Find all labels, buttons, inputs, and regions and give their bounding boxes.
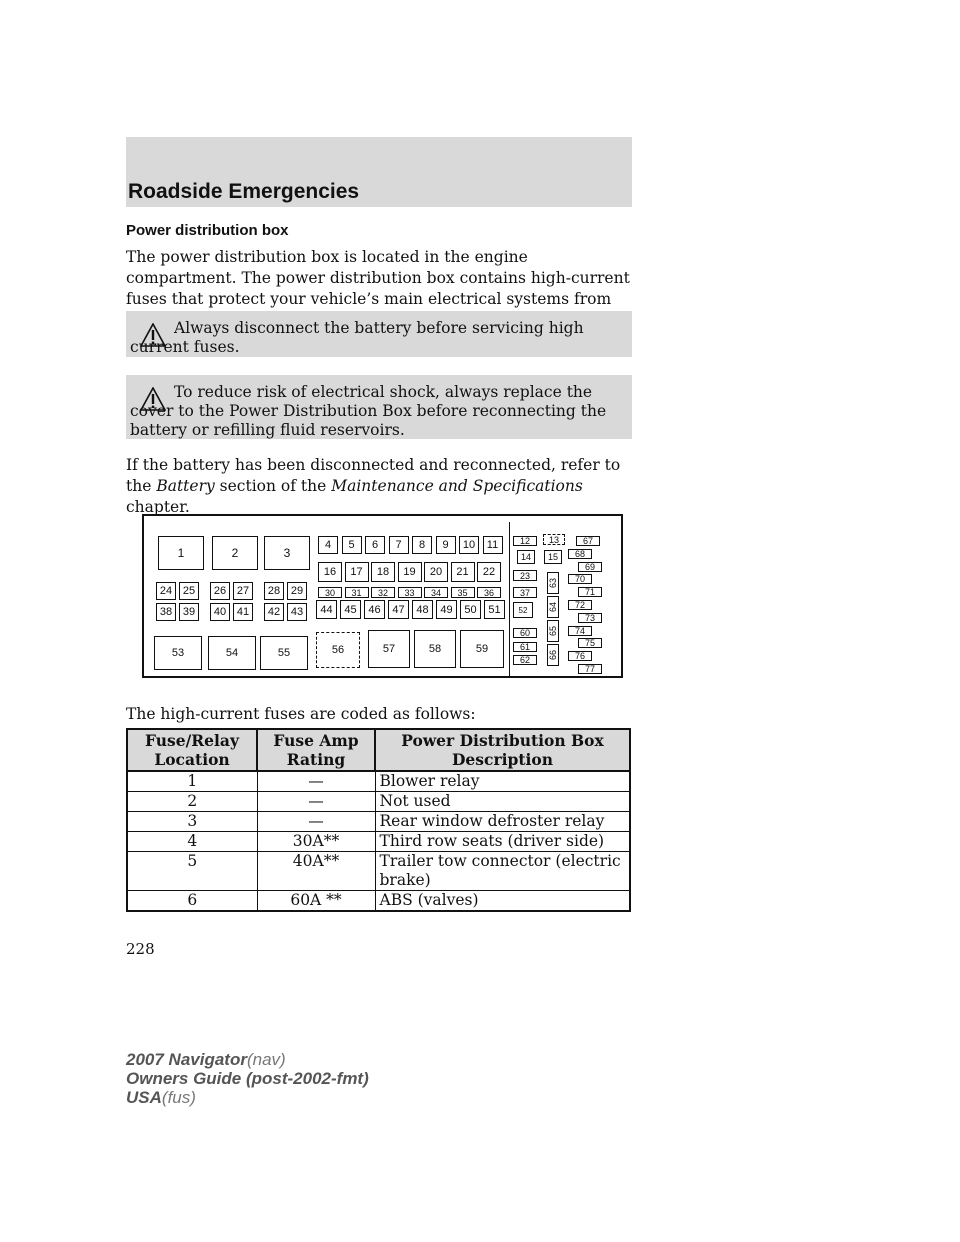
fuse-slot-label: 63 bbox=[548, 577, 559, 589]
fuse-slot bbox=[513, 536, 537, 546]
fuse-slot-label: 15 bbox=[547, 552, 558, 562]
fuse-slot-label: 55 bbox=[277, 647, 291, 659]
fuse-slot-label: 59 bbox=[475, 643, 489, 655]
fuse-slot bbox=[156, 603, 176, 621]
fuse-slot bbox=[517, 550, 535, 564]
footer-market: USA bbox=[126, 1088, 162, 1107]
fuse-slot-label: 77 bbox=[584, 664, 595, 674]
footer bbox=[126, 1050, 369, 1107]
fuse-slot bbox=[368, 630, 410, 668]
fuse-slot bbox=[158, 536, 204, 570]
fuse-slot bbox=[513, 628, 537, 638]
fuse-slot bbox=[477, 562, 501, 582]
fuse-slot-label: 16 bbox=[323, 566, 337, 578]
warning-text-shock: To reduce risk of electrical shock, always replace the cover to the Power Distribution Box before reconnecting the battery or refilling fluid reservoirs. bbox=[130, 383, 607, 439]
fuse-slot bbox=[287, 603, 307, 621]
fuse-slot-label: 54 bbox=[225, 647, 239, 659]
fuse-slot bbox=[156, 582, 176, 600]
fuse-slot-label: 25 bbox=[182, 585, 196, 597]
battery-note-pre: If the battery has been disconnected and reconnected, refer to the bbox=[126, 456, 621, 495]
fuse-slot-label: 56 bbox=[331, 644, 345, 656]
fuse-slot-label: 11 bbox=[486, 539, 499, 551]
fuse-slot-label: 76 bbox=[574, 651, 585, 662]
intro-paragraph: The power distribution box is located in the engine compartment. The power distribution box contains high-current fuses that protect your vehicle’s main electrical systems from bbox=[126, 248, 630, 308]
fuse-slot bbox=[436, 536, 456, 554]
cell-location: 1 bbox=[127, 771, 257, 792]
cell-rating: 60A ** bbox=[257, 891, 375, 912]
fuse-slot-label: 62 bbox=[519, 655, 530, 665]
fuse-slot bbox=[578, 613, 602, 623]
fuse-slot-label: 68 bbox=[574, 548, 585, 559]
footer-model: 2007 Navigator bbox=[126, 1050, 247, 1069]
battery-note-post: chapter. bbox=[126, 498, 190, 516]
fuse-slot bbox=[179, 582, 199, 600]
battery-note-mid: section of the bbox=[214, 477, 332, 495]
fuse-slot-label: 28 bbox=[267, 585, 281, 597]
footer-guide: Owners Guide (post-2002-fmt) bbox=[126, 1069, 369, 1088]
fuse-slot bbox=[424, 562, 448, 582]
fuse-slot-label: 30 bbox=[324, 587, 335, 598]
fuse-slot bbox=[513, 570, 537, 581]
cell-location: 5 bbox=[127, 852, 257, 891]
fuse-slot bbox=[398, 562, 422, 582]
fuse-slot-label: 40 bbox=[213, 606, 227, 618]
fuse-slot bbox=[264, 536, 310, 570]
fuse-slot bbox=[459, 536, 479, 554]
cell-location: 6 bbox=[127, 891, 257, 912]
fuse-slot bbox=[154, 636, 202, 670]
warning-text-battery: Always disconnect the battery before servicing high current fuses. bbox=[130, 319, 584, 356]
fuse-slot bbox=[398, 587, 422, 598]
fuse-slot bbox=[212, 536, 258, 570]
fuse-slot bbox=[578, 664, 602, 674]
fuse-slot bbox=[179, 603, 199, 621]
fuse-slot-label: 29 bbox=[290, 585, 304, 597]
fuse-slot bbox=[208, 636, 256, 670]
fuse-slot-label: 6 bbox=[371, 539, 379, 551]
fuse-slot-label: 46 bbox=[368, 603, 381, 616]
table-row bbox=[127, 891, 630, 912]
fuse-slot bbox=[345, 562, 369, 582]
cell-location: 2 bbox=[127, 792, 257, 812]
fuse-slot bbox=[364, 600, 385, 619]
fuse-slot bbox=[460, 600, 481, 619]
fuse-slot bbox=[568, 549, 592, 559]
fuse-slot-label: 26 bbox=[213, 585, 227, 597]
fuse-slot bbox=[451, 587, 475, 598]
fuse-slot-label: 66 bbox=[548, 649, 559, 661]
fuse-slot bbox=[264, 582, 284, 600]
fuse-slot bbox=[388, 600, 409, 619]
warning-box-battery bbox=[126, 311, 632, 357]
warning-box-shock bbox=[126, 375, 632, 439]
cell-description: Trailer tow connector (electric brake) bbox=[375, 852, 630, 891]
fuse-box-diagram bbox=[142, 514, 623, 678]
fuse-slot-label: 60 bbox=[519, 628, 530, 638]
fuse-slot bbox=[260, 636, 308, 670]
fuse-slot bbox=[477, 587, 501, 598]
fuse-slot-label: 48 bbox=[416, 603, 429, 616]
fuse-slot-label: 33 bbox=[404, 587, 415, 598]
fuse-slot-label: 7 bbox=[395, 539, 402, 551]
fuse-slot bbox=[513, 602, 533, 618]
cell-rating: 40A** bbox=[257, 852, 375, 891]
table-header-row bbox=[127, 729, 630, 771]
fuse-slot-label: 21 bbox=[456, 566, 469, 578]
fuse-slot bbox=[233, 582, 253, 600]
table-row bbox=[127, 812, 630, 832]
cell-rating: — bbox=[257, 812, 375, 832]
cell-description: Rear window defroster relay bbox=[375, 812, 630, 832]
fuse-slot bbox=[578, 638, 602, 648]
cell-rating: 30A** bbox=[257, 832, 375, 852]
fuse-slot bbox=[318, 562, 342, 582]
fuse-slot bbox=[318, 536, 338, 554]
fuse-slot bbox=[578, 562, 602, 572]
fuse-slot bbox=[513, 655, 537, 665]
fuse-slot-label: 43 bbox=[290, 606, 304, 618]
fuse-slot bbox=[576, 536, 600, 546]
fuse-slot-label: 39 bbox=[182, 606, 196, 618]
fuse-slot bbox=[451, 562, 475, 582]
fuse-slot bbox=[460, 630, 504, 668]
fuse-slot-label: 4 bbox=[324, 539, 332, 551]
fuse-slot-label: 53 bbox=[171, 647, 185, 659]
fuse-slot bbox=[371, 587, 395, 598]
diagram-divider bbox=[509, 522, 510, 676]
cell-rating: — bbox=[257, 792, 375, 812]
fuse-slot-label: 69 bbox=[584, 561, 595, 572]
fuse-slot-label: 57 bbox=[382, 643, 396, 655]
fuse-slot bbox=[568, 600, 592, 610]
fuse-slot bbox=[436, 600, 457, 619]
fuse-slot-label: 36 bbox=[483, 587, 494, 598]
cell-description: Not used bbox=[375, 792, 630, 812]
fuse-slot bbox=[547, 644, 559, 666]
fuse-slot-label: 34 bbox=[430, 587, 441, 598]
fuse-slot bbox=[264, 603, 284, 621]
fuse-slot-label: 1 bbox=[177, 546, 185, 560]
fuse-slot bbox=[389, 536, 409, 554]
cell-location: 3 bbox=[127, 812, 257, 832]
fuse-slot-label: 71 bbox=[584, 587, 595, 598]
fuse-slot bbox=[424, 587, 448, 598]
cell-description: ABS (valves) bbox=[375, 891, 630, 912]
table-row bbox=[127, 852, 630, 891]
fuse-slot-label: 24 bbox=[159, 585, 173, 597]
section-title: Power distribution box bbox=[126, 222, 289, 239]
fuse-slot-label: 31 bbox=[351, 587, 362, 598]
fuse-slot bbox=[316, 600, 337, 619]
cell-description: Blower relay bbox=[375, 771, 630, 792]
fuse-slot-label: 41 bbox=[236, 606, 250, 618]
footer-market-code: (fus) bbox=[161, 1088, 196, 1107]
table-row bbox=[127, 792, 630, 812]
cell-rating: — bbox=[257, 771, 375, 792]
fuse-slot bbox=[547, 620, 559, 642]
fuse-slot-label: 58 bbox=[428, 643, 442, 655]
fuse-slot bbox=[483, 536, 503, 554]
battery-note bbox=[126, 455, 634, 518]
fuse-slot bbox=[414, 630, 456, 668]
fuse-slot bbox=[543, 534, 565, 545]
fuse-slot bbox=[316, 632, 360, 668]
fuse-slot bbox=[318, 587, 342, 598]
table-row bbox=[127, 771, 630, 792]
fuse-slot bbox=[544, 550, 562, 564]
fuse-slot-label: 19 bbox=[403, 566, 416, 578]
fuse-slot-label: 49 bbox=[440, 603, 453, 616]
col-header-description: Power Distribution Box Description bbox=[375, 729, 630, 771]
col-header-location: Fuse/Relay Location bbox=[127, 729, 257, 771]
footer-model-code: (nav) bbox=[246, 1050, 286, 1069]
fuse-slot-label: 72 bbox=[574, 600, 585, 610]
fuse-slot-label: 51 bbox=[488, 603, 501, 616]
fuse-slot bbox=[568, 651, 592, 661]
fuse-slot-label: 20 bbox=[429, 566, 443, 578]
fuse-slot-label: 44 bbox=[320, 603, 333, 616]
fuse-slot bbox=[568, 574, 592, 584]
fuse-slot-label: 65 bbox=[548, 625, 559, 637]
table-row bbox=[127, 832, 630, 852]
cell-description: Third row seats (driver side) bbox=[375, 832, 630, 852]
fuse-slot-label: 5 bbox=[348, 539, 355, 551]
fuse-slot-label: 74 bbox=[574, 625, 585, 636]
fuse-slot bbox=[371, 562, 395, 582]
fuse-slot-label: 10 bbox=[462, 539, 476, 551]
fuse-slot-label: 3 bbox=[283, 546, 291, 560]
fuse-slot bbox=[513, 587, 537, 598]
fuse-slot-label: 37 bbox=[519, 587, 530, 598]
fuse-slot-label: 17 bbox=[350, 566, 363, 578]
fuse-slot bbox=[578, 587, 602, 597]
fuse-slot-label: 2 bbox=[231, 546, 239, 560]
fuse-slot-label: 23 bbox=[519, 570, 530, 581]
fuse-slot bbox=[412, 536, 432, 554]
fuse-slot-label: 12 bbox=[519, 536, 530, 546]
fuse-slot bbox=[210, 603, 230, 621]
fuse-slot-label: 27 bbox=[236, 585, 250, 597]
fuse-slot-label: 38 bbox=[159, 606, 173, 618]
fuse-slot bbox=[484, 600, 505, 619]
fuse-slot-label: 9 bbox=[442, 539, 449, 551]
fuse-slot-label: 52 bbox=[518, 605, 528, 615]
col-header-rating: Fuse Amp Rating bbox=[257, 729, 375, 771]
fuse-slot-label: 61 bbox=[519, 642, 530, 652]
table-intro: The high-current fuses are coded as follows: bbox=[126, 705, 476, 723]
cell-location: 4 bbox=[127, 832, 257, 852]
fuse-slot-label: 32 bbox=[377, 587, 388, 598]
fuse-slot bbox=[547, 596, 559, 618]
fuse-slot-label: 45 bbox=[344, 603, 357, 616]
fuse-slot-label: 14 bbox=[520, 552, 531, 562]
fuse-slot bbox=[345, 587, 369, 598]
fuse-slot-label: 35 bbox=[457, 587, 468, 598]
fuse-slot bbox=[412, 600, 433, 619]
fuse-slot-label: 8 bbox=[418, 539, 426, 551]
page-header-title: Roadside Emergencies bbox=[128, 180, 360, 203]
fuse-slot bbox=[340, 600, 361, 619]
fuse-slot bbox=[513, 642, 537, 652]
fuse-slot bbox=[547, 572, 559, 594]
page-number: 228 bbox=[126, 940, 155, 958]
battery-link: Battery bbox=[156, 477, 215, 495]
fuse-slot-label: 70 bbox=[574, 574, 585, 585]
fuse-slot bbox=[210, 582, 230, 600]
fuse-slot-label: 18 bbox=[376, 566, 390, 578]
fuse-slot-label: 75 bbox=[584, 638, 595, 649]
fuse-table bbox=[126, 728, 631, 912]
fuse-slot-label: 50 bbox=[464, 603, 477, 616]
fuse-slot-label: 67 bbox=[582, 536, 593, 546]
fuse-slot-label: 13 bbox=[548, 534, 559, 545]
fuse-slot-label: 64 bbox=[548, 601, 559, 613]
fuse-slot bbox=[287, 582, 307, 600]
fuse-slot-label: 73 bbox=[584, 612, 595, 623]
fuse-slot bbox=[365, 536, 385, 554]
fuse-slot-label: 47 bbox=[392, 603, 405, 616]
fuse-slot bbox=[568, 626, 592, 636]
maintenance-link: Maintenance and Specifications bbox=[331, 477, 583, 495]
fuse-slot bbox=[342, 536, 362, 554]
fuse-slot-label: 42 bbox=[267, 606, 281, 618]
fuse-slot bbox=[233, 603, 253, 621]
fuse-slot-label: 22 bbox=[482, 566, 496, 578]
